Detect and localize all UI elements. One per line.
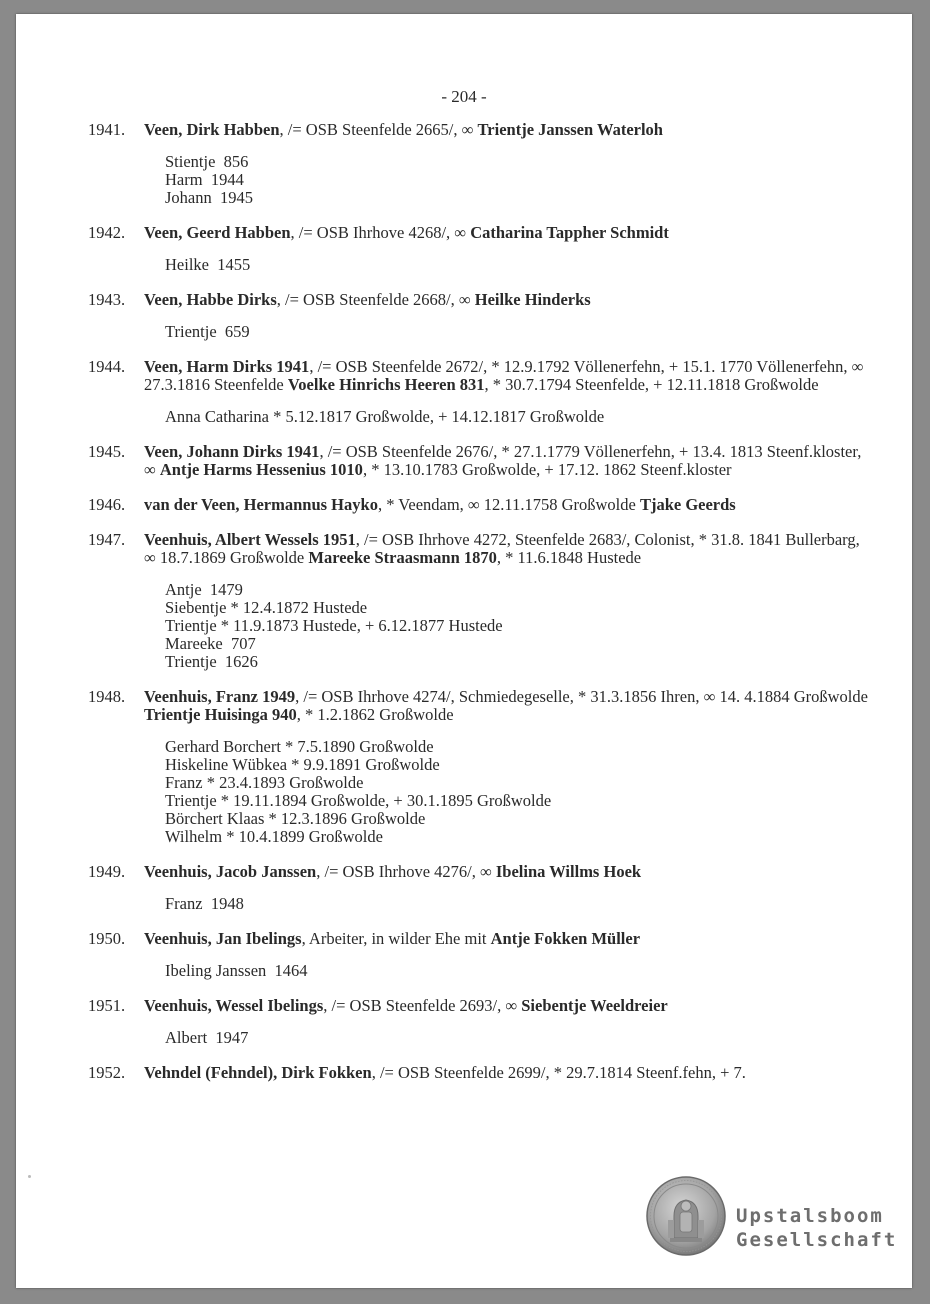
person-name: Veenhuis, Jacob Janssen: [144, 862, 317, 881]
page-number: - 204 -: [441, 87, 487, 106]
entry: [88, 358, 868, 426]
entry-detail: , * 1.2.1862 Großwolde: [296, 705, 454, 724]
entry-heading: [88, 997, 868, 1015]
entry-detail: , /= OSB Steenfelde 2672/, * 12.9.1792 Völlenerfehn, + 15.1. 1770 Völlenerfehn, ∞ 27.3.1816 Steenfelde: [144, 357, 868, 394]
children-list: [88, 962, 868, 980]
entry-detail: , Arbeiter, in wilder Ehe mit: [301, 929, 491, 948]
child-item: Antje 1479: [165, 580, 243, 599]
child-item: Harm 1944: [165, 170, 244, 189]
children-list: [88, 738, 868, 846]
person-name: Veen, Habbe Dirks: [144, 290, 277, 309]
society-wordmark: [736, 1204, 897, 1252]
person-name: Veenhuis, Albert Wessels 1951: [144, 530, 356, 549]
entry-heading: [88, 1064, 868, 1082]
entry-number: 1952.: [88, 1063, 126, 1082]
person-name: Veenhuis, Jan Ibelings: [144, 929, 302, 948]
children-list: [88, 895, 868, 913]
entry-text: [144, 357, 867, 394]
person-name: Trientje Janssen Waterloh: [477, 120, 663, 139]
entry-text: [144, 223, 669, 242]
child-item: Franz 1948: [165, 894, 244, 913]
entry-number: 1946.: [88, 495, 126, 514]
person-name: Heilke Hinderks: [474, 290, 591, 309]
entry-list: [88, 120, 873, 1099]
entry-heading: [88, 358, 868, 394]
child-item: Albert 1947: [165, 1028, 249, 1047]
children-list: [88, 581, 868, 671]
entry-heading: [88, 863, 868, 881]
entry: [88, 121, 868, 207]
children-list: [88, 1029, 868, 1047]
children-list: [88, 153, 868, 207]
entry: [88, 291, 868, 341]
child-item: Heilke 1455: [165, 255, 251, 274]
entry-detail: , * 30.7.1794 Steenfelde, + 12.11.1818 Großwolde: [484, 375, 819, 394]
entry-text: [144, 687, 872, 724]
entry-text: [144, 929, 640, 948]
entry-heading: [88, 224, 868, 242]
person-name: Veen, Dirk Habben: [144, 120, 280, 139]
entry-detail: , /= OSB Steenfelde 2699/, * 29.7.1814 Steenf.fehn, + 7.: [371, 1063, 746, 1082]
entry-detail: , /= OSB Ihrhove 4276/, ∞: [316, 862, 496, 881]
document-page: [16, 14, 912, 1288]
child-item: Trientje 659: [165, 322, 250, 341]
entry-heading: [88, 496, 868, 514]
child-item: Gerhard Borchert * 7.5.1890 Großwolde: [165, 737, 434, 756]
child-item: Trientje * 11.9.1873 Hustede, + 6.12.1877 Hustede: [165, 616, 503, 635]
entry-heading: [88, 121, 868, 139]
child-item: Anna Catharina * 5.12.1817 Großwolde, + 14.12.1817 Großwolde: [165, 407, 605, 426]
entry-text: [144, 862, 641, 881]
person-name: van der Veen, Hermannus Hayko: [144, 495, 378, 514]
person-name: Veenhuis, Franz 1949: [144, 687, 296, 706]
child-item: Ibeling Janssen 1464: [165, 961, 308, 980]
entry-detail: , /= OSB Steenfelde 2668/, ∞: [276, 290, 475, 309]
child-item: Börchert Klaas * 12.3.1896 Großwolde: [165, 809, 426, 828]
entry-number: 1949.: [88, 862, 126, 881]
entry-detail: , /= OSB Steenfelde 2676/, * 27.1.1779 Völlenerfehn, + 13.4. 1813 Steenf.kloster, ∞: [144, 442, 866, 479]
entry-text: [144, 442, 865, 479]
entry-number: 1948.: [88, 687, 126, 706]
person-name: Antje Fokken Müller: [490, 929, 641, 948]
entry-heading: [88, 930, 868, 948]
entry: [88, 1064, 868, 1082]
society-name-line1: Upstalsboom: [736, 1205, 884, 1227]
person-name: Veen, Harm Dirks 1941: [144, 357, 310, 376]
child-item: Stientje 856: [165, 152, 249, 171]
person-name: Catharina Tappher Schmidt: [470, 223, 669, 242]
child-item: Trientje 1626: [165, 652, 258, 671]
entry-text: [144, 1063, 746, 1082]
child-item: Trientje * 19.11.1894 Großwolde, + 30.1.1895 Großwolde: [165, 791, 552, 810]
child-item: Johann 1945: [165, 188, 253, 207]
entry-detail: , /= OSB Ihrhove 4272, Steenfelde 2683/, Colonist, * 31.8. 1841 Bullerbarg, ∞ 18.7.1869 Großwolde: [144, 530, 864, 567]
entry-text: [144, 495, 736, 514]
children-list: [88, 323, 868, 341]
entry-text: [144, 530, 864, 567]
entry-detail: , * 13.10.1783 Großwolde, + 17.12. 1862 Steenf.kloster: [362, 460, 732, 479]
person-name: Trientje Huisinga 940: [144, 705, 297, 724]
person-name: Tjake Geerds: [639, 495, 736, 514]
entry-detail: , * Veendam, ∞ 12.11.1758 Großwolde: [377, 495, 640, 514]
entry-number: 1944.: [88, 357, 126, 376]
person-name: Ibelina Willms Hoek: [495, 862, 642, 881]
entry-heading: [88, 443, 868, 479]
entry-text: [144, 290, 591, 309]
person-name: Veen, Johann Dirks 1941: [144, 442, 320, 461]
entry: [88, 687, 873, 846]
entry-number: 1941.: [88, 120, 126, 139]
person-name: Antje Harms Hessenius 1010: [159, 460, 363, 479]
person-name: Voelke Hinrichs Heeren 831: [287, 375, 485, 394]
entry: [88, 531, 868, 671]
person-name: Veen, Geerd Habben: [144, 223, 291, 242]
society-name-line2: Gesellschaft: [736, 1229, 898, 1251]
entry: [88, 443, 868, 479]
children-list: [88, 408, 868, 426]
entry-text: [144, 996, 668, 1015]
entry-detail: , /= OSB Steenfelde 2693/, ∞: [323, 996, 522, 1015]
entry-number: 1945.: [88, 442, 126, 461]
children-list: [88, 256, 868, 274]
entry-number: 1947.: [88, 530, 126, 549]
entry-detail: , /= OSB Steenfelde 2665/, ∞: [279, 120, 478, 139]
entry: [88, 863, 868, 913]
entry-heading: [88, 687, 873, 724]
person-name: Siebentje Weeldreier: [521, 996, 668, 1015]
child-item: Franz * 23.4.1893 Großwolde: [165, 773, 364, 792]
entry: [88, 997, 868, 1047]
society-seal-icon: [646, 1176, 726, 1256]
scan-speck: [28, 1175, 31, 1178]
person-name: Mareeke Straasmann 1870: [308, 548, 497, 567]
entry: [88, 930, 868, 980]
entry: [88, 224, 868, 274]
entry-number: 1942.: [88, 223, 126, 242]
entry-detail: , /= OSB Ihrhove 4274/, Schmiedegeselle, * 31.3.1856 Ihren, ∞ 14. 4.1884 Großwolde: [295, 687, 873, 706]
child-item: Siebentje * 12.4.1872 Hustede: [165, 598, 368, 617]
person-name: Veenhuis, Wessel Ibelings: [144, 996, 324, 1015]
entry-number: 1950.: [88, 929, 126, 948]
entry-heading: [88, 531, 868, 567]
entry-number: 1943.: [88, 290, 126, 309]
entry-number: 1951.: [88, 996, 126, 1015]
entry-detail: , /= OSB Ihrhove 4268/, ∞: [290, 223, 471, 242]
entry-heading: [88, 291, 868, 309]
child-item: Mareeke 707: [165, 634, 256, 653]
entry-text: [144, 120, 663, 139]
child-item: Hiskeline Wübkea * 9.9.1891 Großwolde: [165, 755, 440, 774]
entry-detail: , * 11.6.1848 Hustede: [496, 548, 642, 567]
child-item: Wilhelm * 10.4.1899 Großwolde: [165, 827, 383, 846]
person-name: Vehndel (Fehndel), Dirk Fokken: [144, 1063, 372, 1082]
entry: [88, 496, 868, 514]
